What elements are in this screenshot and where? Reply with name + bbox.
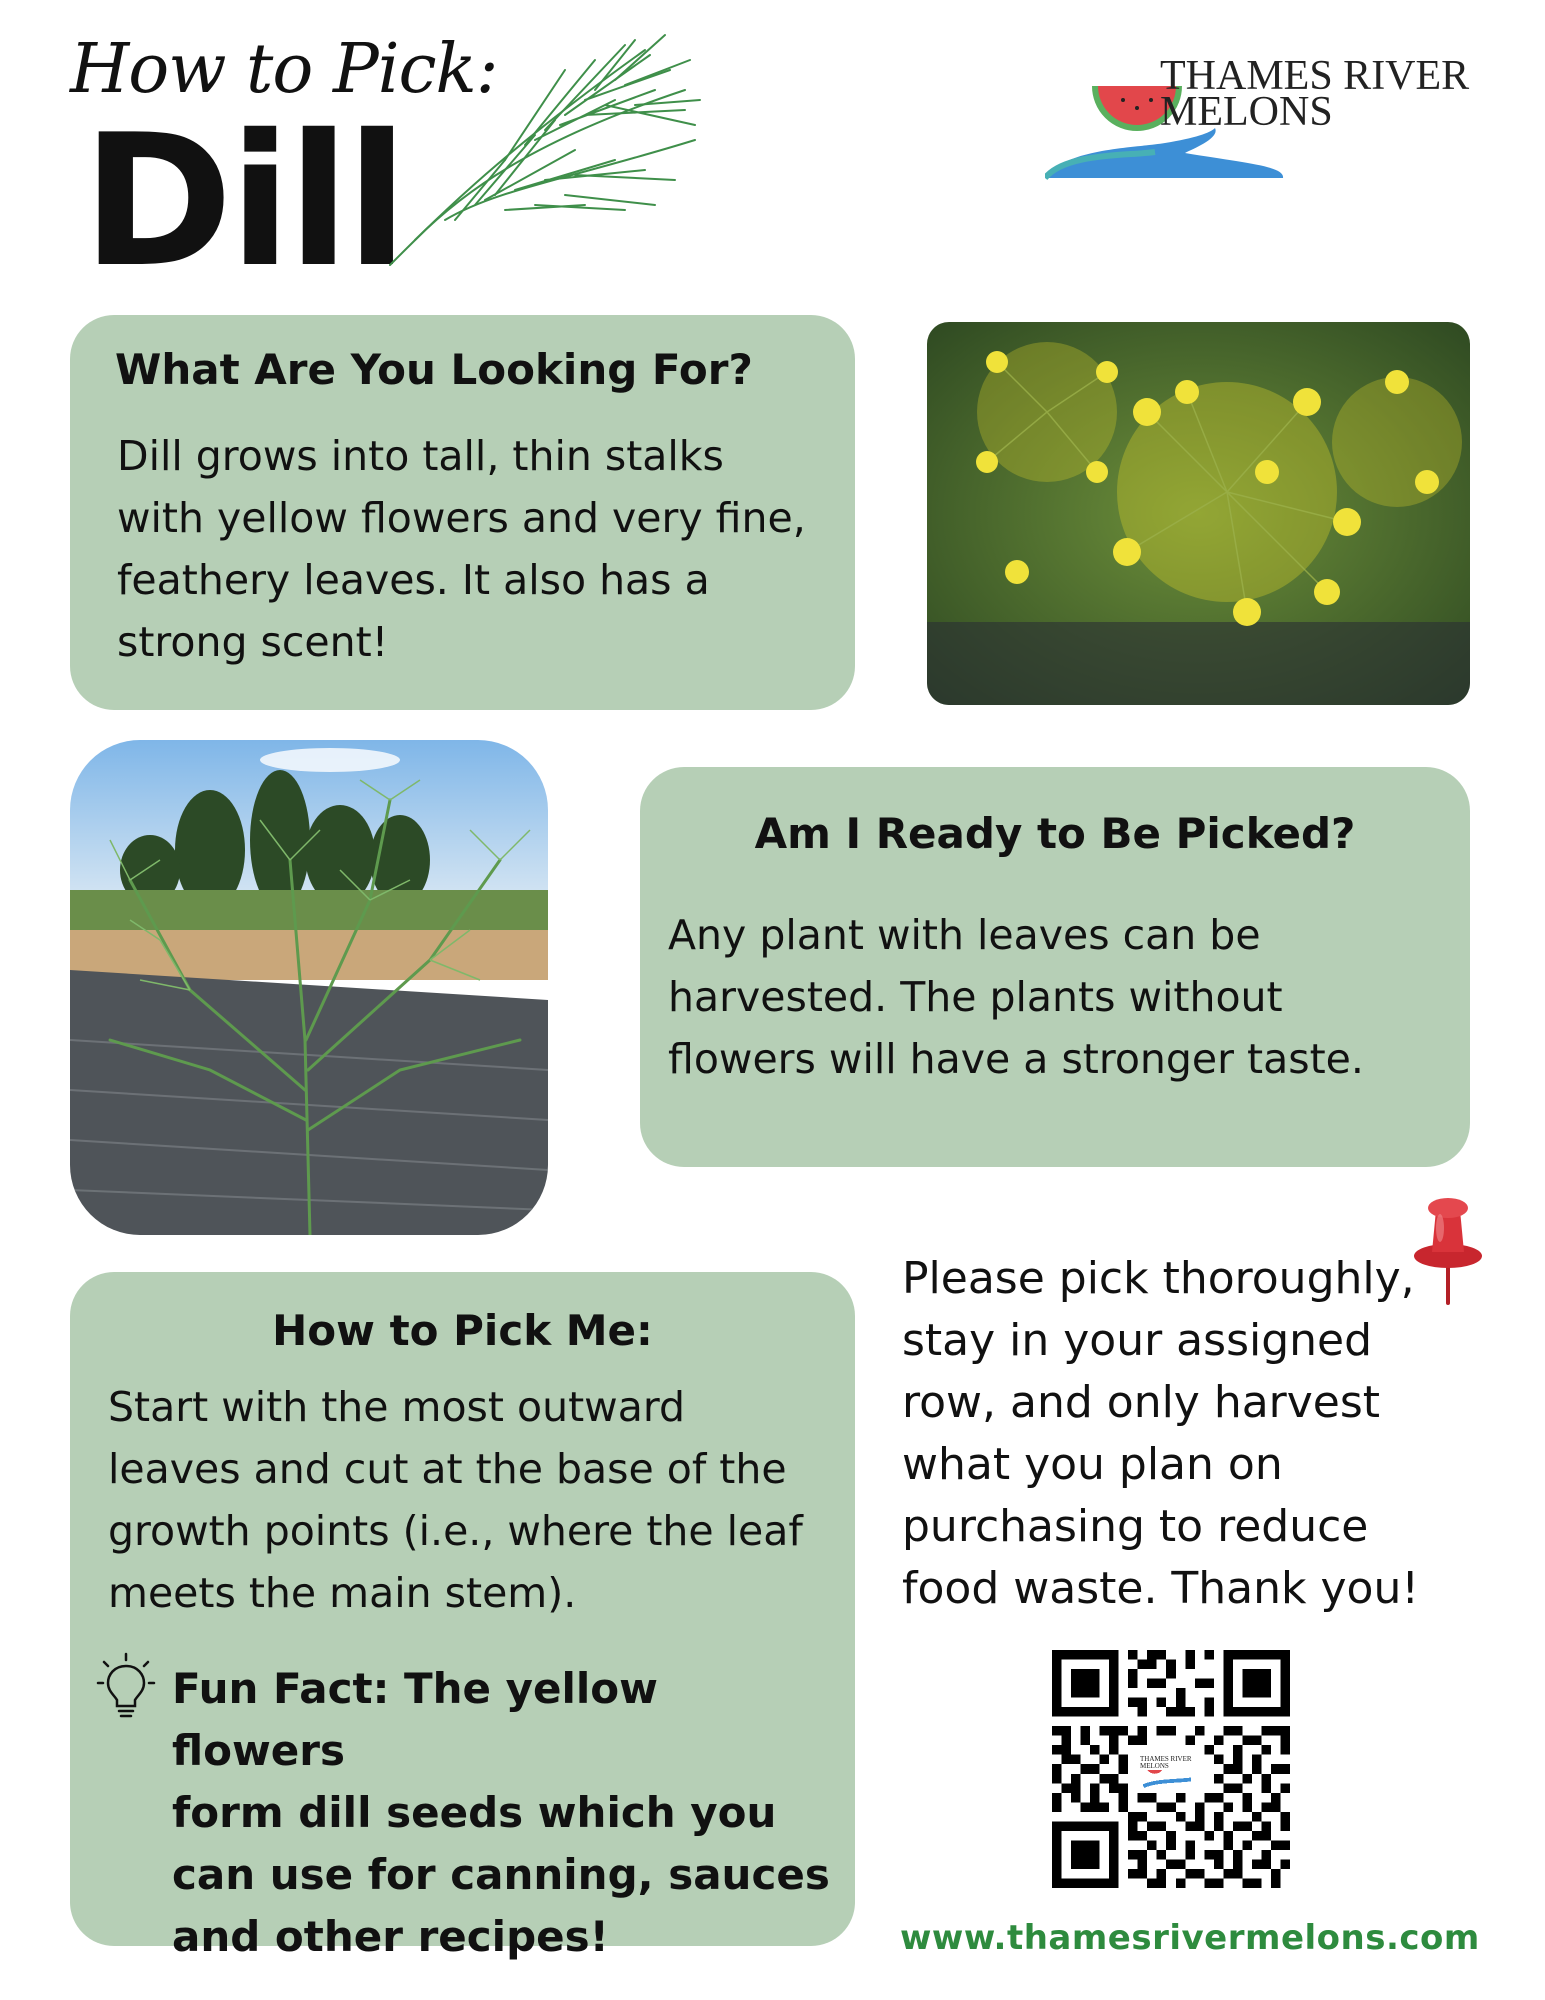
- qr-code[interactable]: [1052, 1650, 1290, 1888]
- text-line: Fun Fact: The yellow flowers: [172, 1664, 658, 1775]
- text-line: meets the main stem).: [108, 1569, 577, 1617]
- looking-for-text: [117, 425, 806, 673]
- lightbulb-icon: [96, 1652, 156, 1722]
- dill-sprig-icon: [385, 30, 705, 270]
- text-line: stay in your assigned: [902, 1315, 1373, 1366]
- how-to-pick-heading: How to Pick Me:: [272, 1306, 653, 1355]
- text-line: purchasing to reduce: [902, 1501, 1369, 1552]
- qr-logo-text: THAMES RIVER MELONS: [1140, 1755, 1192, 1770]
- text-line: can use for canning, sauces: [172, 1850, 830, 1899]
- looking-for-heading: What Are You Looking For?: [115, 345, 753, 394]
- page-title: Dill: [82, 95, 405, 307]
- text-line: harvested. The plants without: [668, 973, 1283, 1021]
- dill-flowers-photo: [927, 322, 1470, 705]
- pushpin-icon: [1408, 1188, 1488, 1308]
- logo-line1: THAMES RIVER: [1160, 53, 1470, 99]
- text-line: Dill grows into tall, thin stalks: [117, 432, 724, 480]
- text-line: form dill seeds which you: [172, 1788, 777, 1837]
- text-line: flowers will have a stronger taste.: [668, 1035, 1364, 1083]
- text-line: what you plan on: [902, 1439, 1283, 1490]
- picking-note: [902, 1248, 1422, 1620]
- text-line: Start with the most outward: [108, 1383, 685, 1431]
- text-line: food waste. Thank you!: [902, 1563, 1419, 1614]
- how-to-pick-text: [108, 1376, 803, 1624]
- brand-logo: [1045, 48, 1485, 183]
- ready-heading: Am I Ready to Be Picked?: [754, 809, 1356, 858]
- text-line: growth points (i.e., where the leaf: [108, 1507, 803, 1555]
- text-line: and other recipes!: [172, 1912, 609, 1961]
- logo-text: [1160, 53, 1470, 135]
- dill-plant-photo: [70, 740, 548, 1235]
- looking-for-card: [70, 315, 855, 710]
- text-line: row, and only harvest: [902, 1377, 1381, 1428]
- text-line: leaves and cut at the base of the: [108, 1445, 787, 1493]
- text-line: strong scent!: [117, 618, 389, 666]
- text-line: feathery leaves. It also has a: [117, 556, 710, 604]
- text-line: Any plant with leaves can be: [668, 911, 1261, 959]
- page-subtitle: How to Pick:: [70, 30, 498, 109]
- website-link[interactable]: www.thamesrivermelons.com: [900, 1918, 1480, 1958]
- fun-fact: [172, 1658, 832, 1968]
- text-line: Please pick thoroughly,: [902, 1253, 1415, 1304]
- ready-card: [640, 767, 1470, 1167]
- dill-flowers-image: [927, 322, 1470, 705]
- dill-plant-image: [70, 740, 548, 1235]
- text-line: with yellow flowers and very fine,: [117, 494, 806, 542]
- logo-line2: MELONS: [1160, 89, 1333, 135]
- ready-text: [668, 904, 1364, 1090]
